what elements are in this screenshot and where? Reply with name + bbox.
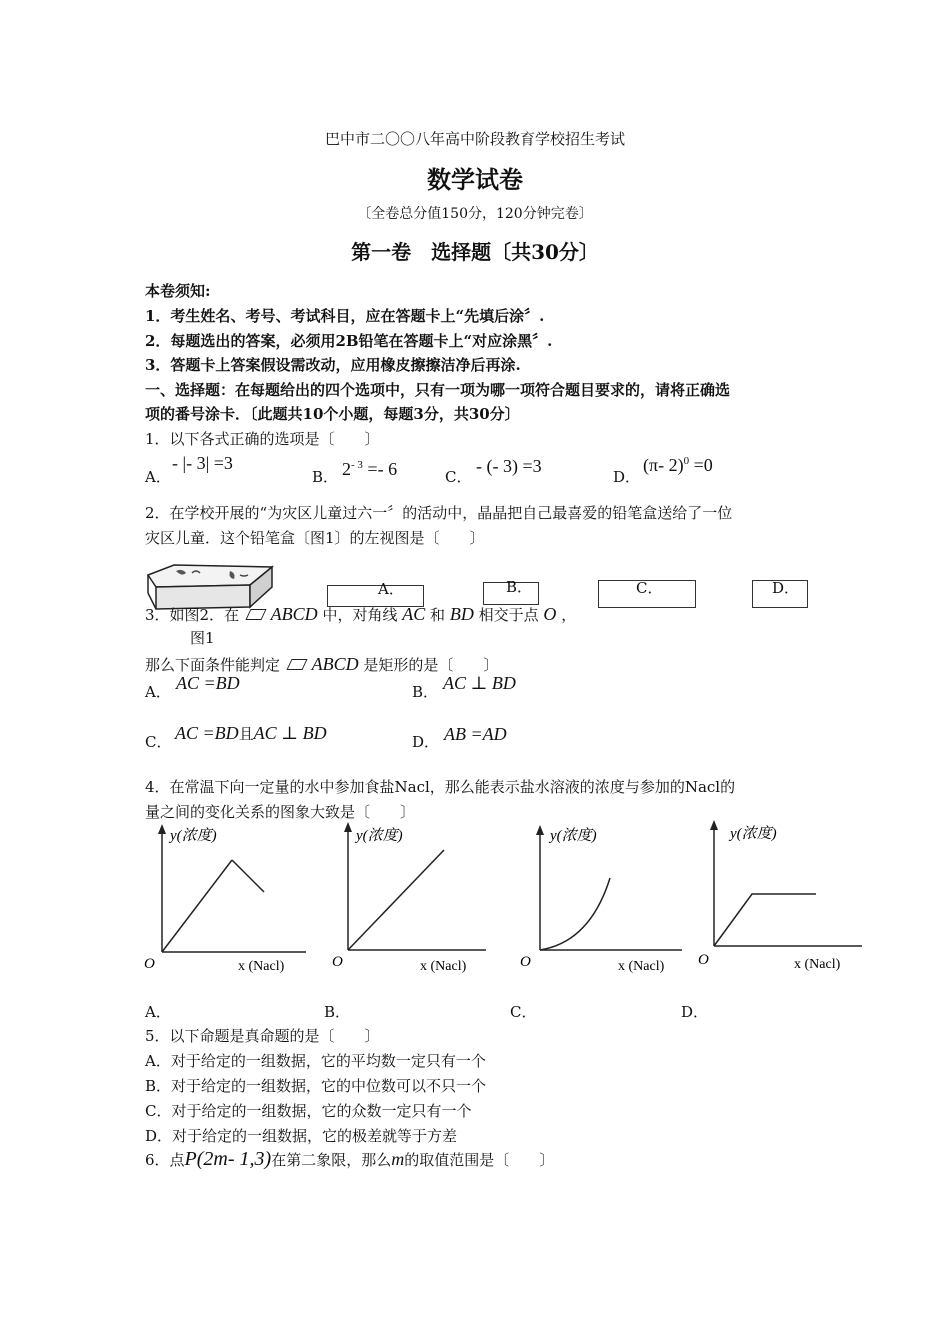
x-label: x (Nacl): [238, 959, 285, 974]
q5-option: D．对于给定的一组数据，它的极差就等于方差: [145, 1127, 458, 1145]
exam-header: 巴中市二〇〇八年高中阶段教育学校招生考试: [324, 130, 625, 148]
question-6-stem: 6．点P(2m- 1,3)在第二象限，那么m的取值范围是〔 〕: [145, 1148, 555, 1170]
y-label: y(浓度): [550, 828, 597, 844]
question-2-line1: 2．在学校开展的“为灾区儿童过六一〞的活动中，晶晶把自己最喜爱的铅笔盒送给了一位: [145, 504, 733, 522]
x-label: x (Nacl): [794, 957, 841, 972]
exam-subtitle: 〔全卷总分值150分，120分钟完卷〕: [357, 206, 593, 222]
part-instructions: 项的番号涂卡．〔此题共10个小题，每题3分，共30分〕: [145, 405, 520, 423]
notes-heading: 本卷须知:: [145, 282, 211, 300]
question-4-line1: 4．在常温下向一定量的水中参加食盐Nacl，那么能表示盐水溶液的浓度与参加的Nacl的: [145, 778, 736, 796]
question-1-stem: 1．以下各式正确的选项是〔 〕: [145, 430, 380, 448]
origin-label: O: [332, 954, 343, 970]
y-label: y(浓度): [356, 828, 403, 844]
q2-option-d-label: D．: [772, 579, 800, 597]
origin-label: O: [520, 954, 531, 970]
x-label: x (Nacl): [618, 959, 665, 974]
section-title: 第一卷 选择题〔共30分〕: [351, 240, 599, 264]
q1-option-c-formula: - (- 3) =3: [476, 456, 542, 476]
graph-line: [348, 850, 444, 950]
q4-graph-b: [320, 820, 490, 980]
q5-option: C．对于给定的一组数据，它的众数一定只有一个: [145, 1102, 472, 1120]
q3-option-c-formula: AC =BD且AC ⊥ BD: [175, 723, 327, 743]
graph-line: [162, 860, 232, 952]
x-label: x (Nacl): [420, 959, 467, 974]
note-item: 2．每题选出的答案，必须用2B铅笔在答题卡上“对应涂黑〞.: [145, 332, 553, 350]
note-item: 1．考生姓名、考号、考试科目，应在答题卡上“先填后涂〞.: [145, 307, 545, 325]
graph-line: [232, 860, 264, 892]
q3-option-b-formula: AC ⊥ BD: [443, 673, 516, 693]
question-3-stem: 3．如图2．在 ABCD 中，对角线 AC 和 BD 相交于点 O ，: [145, 604, 577, 624]
q2-option-b-label: B．: [506, 578, 533, 596]
q4-option-a-label: A．: [145, 1003, 171, 1021]
note-item: 3．答题卡上答案假设需改动，应用橡皮擦擦洁净后再涂.: [145, 356, 521, 374]
question-3-line2: 那么下面条件能判定 ABCD 是矩形的是〔 〕: [145, 654, 499, 674]
parallelogram-icon: [286, 659, 307, 670]
parallelogram-icon: [245, 609, 266, 620]
q4-option-c-label: C．: [510, 1003, 537, 1021]
q3-option-d-label: D．: [412, 733, 440, 751]
q4-graph-c: [510, 820, 685, 980]
q3-option-d-formula: AB =AD: [444, 724, 507, 744]
q5-option: A．对于给定的一组数据，它的平均数一定只有一个: [145, 1052, 486, 1070]
q1-option-a-label: A．: [145, 468, 171, 486]
q3-option-a-formula: AC =BD: [176, 673, 240, 693]
q1-option-c-label: C．: [445, 468, 472, 486]
q1-option-b-formula: $2^{- 3} =- 6$: [342, 459, 398, 479]
q4-option-d-label: D．: [681, 1003, 709, 1021]
question-5-stem: 5．以下命题是真命题的是〔 〕: [145, 1027, 380, 1045]
graph-line: [714, 894, 816, 946]
q1-option-a-formula: - |- 3| =3: [172, 453, 233, 473]
question-4-line2: 量之间的变化关系的图象大致是〔 〕: [145, 803, 416, 821]
q5-option: B．对于给定的一组数据，它的中位数可以不只一个: [145, 1077, 487, 1095]
figure-1-caption: 图1: [190, 629, 215, 647]
origin-label: O: [144, 956, 155, 972]
q3-option-c-label: C．: [145, 733, 172, 751]
q1-option-d-formula: (π- 2)$^0$ =0: [643, 455, 713, 475]
q2-option-a-label: A．: [378, 580, 404, 598]
question-2-line2: 灾区儿童．这个铅笔盒〔图1〕的左视图是〔 〕: [145, 529, 485, 547]
q3-option-b-label: B．: [412, 683, 439, 701]
q2-option-c-label: C．: [636, 579, 663, 597]
part-instructions: 一、选择题：在每题给出的四个选项中，只有一项为哪一项符合题目要求的，请将正确选: [145, 381, 731, 399]
origin-label: O: [698, 952, 709, 968]
y-label: y(浓度): [730, 826, 777, 842]
y-label: y(浓度): [170, 828, 217, 844]
q4-graph-a: [140, 820, 310, 980]
q4-option-b-label: B．: [324, 1003, 351, 1021]
graph-curve: [540, 878, 610, 950]
q1-option-d-label: D．: [613, 468, 641, 486]
q3-option-a-label: A．: [145, 683, 171, 701]
q4-graph-d: [690, 818, 865, 978]
q1-option-b-label: B．: [312, 468, 339, 486]
exam-title: 数学试卷: [427, 165, 523, 194]
